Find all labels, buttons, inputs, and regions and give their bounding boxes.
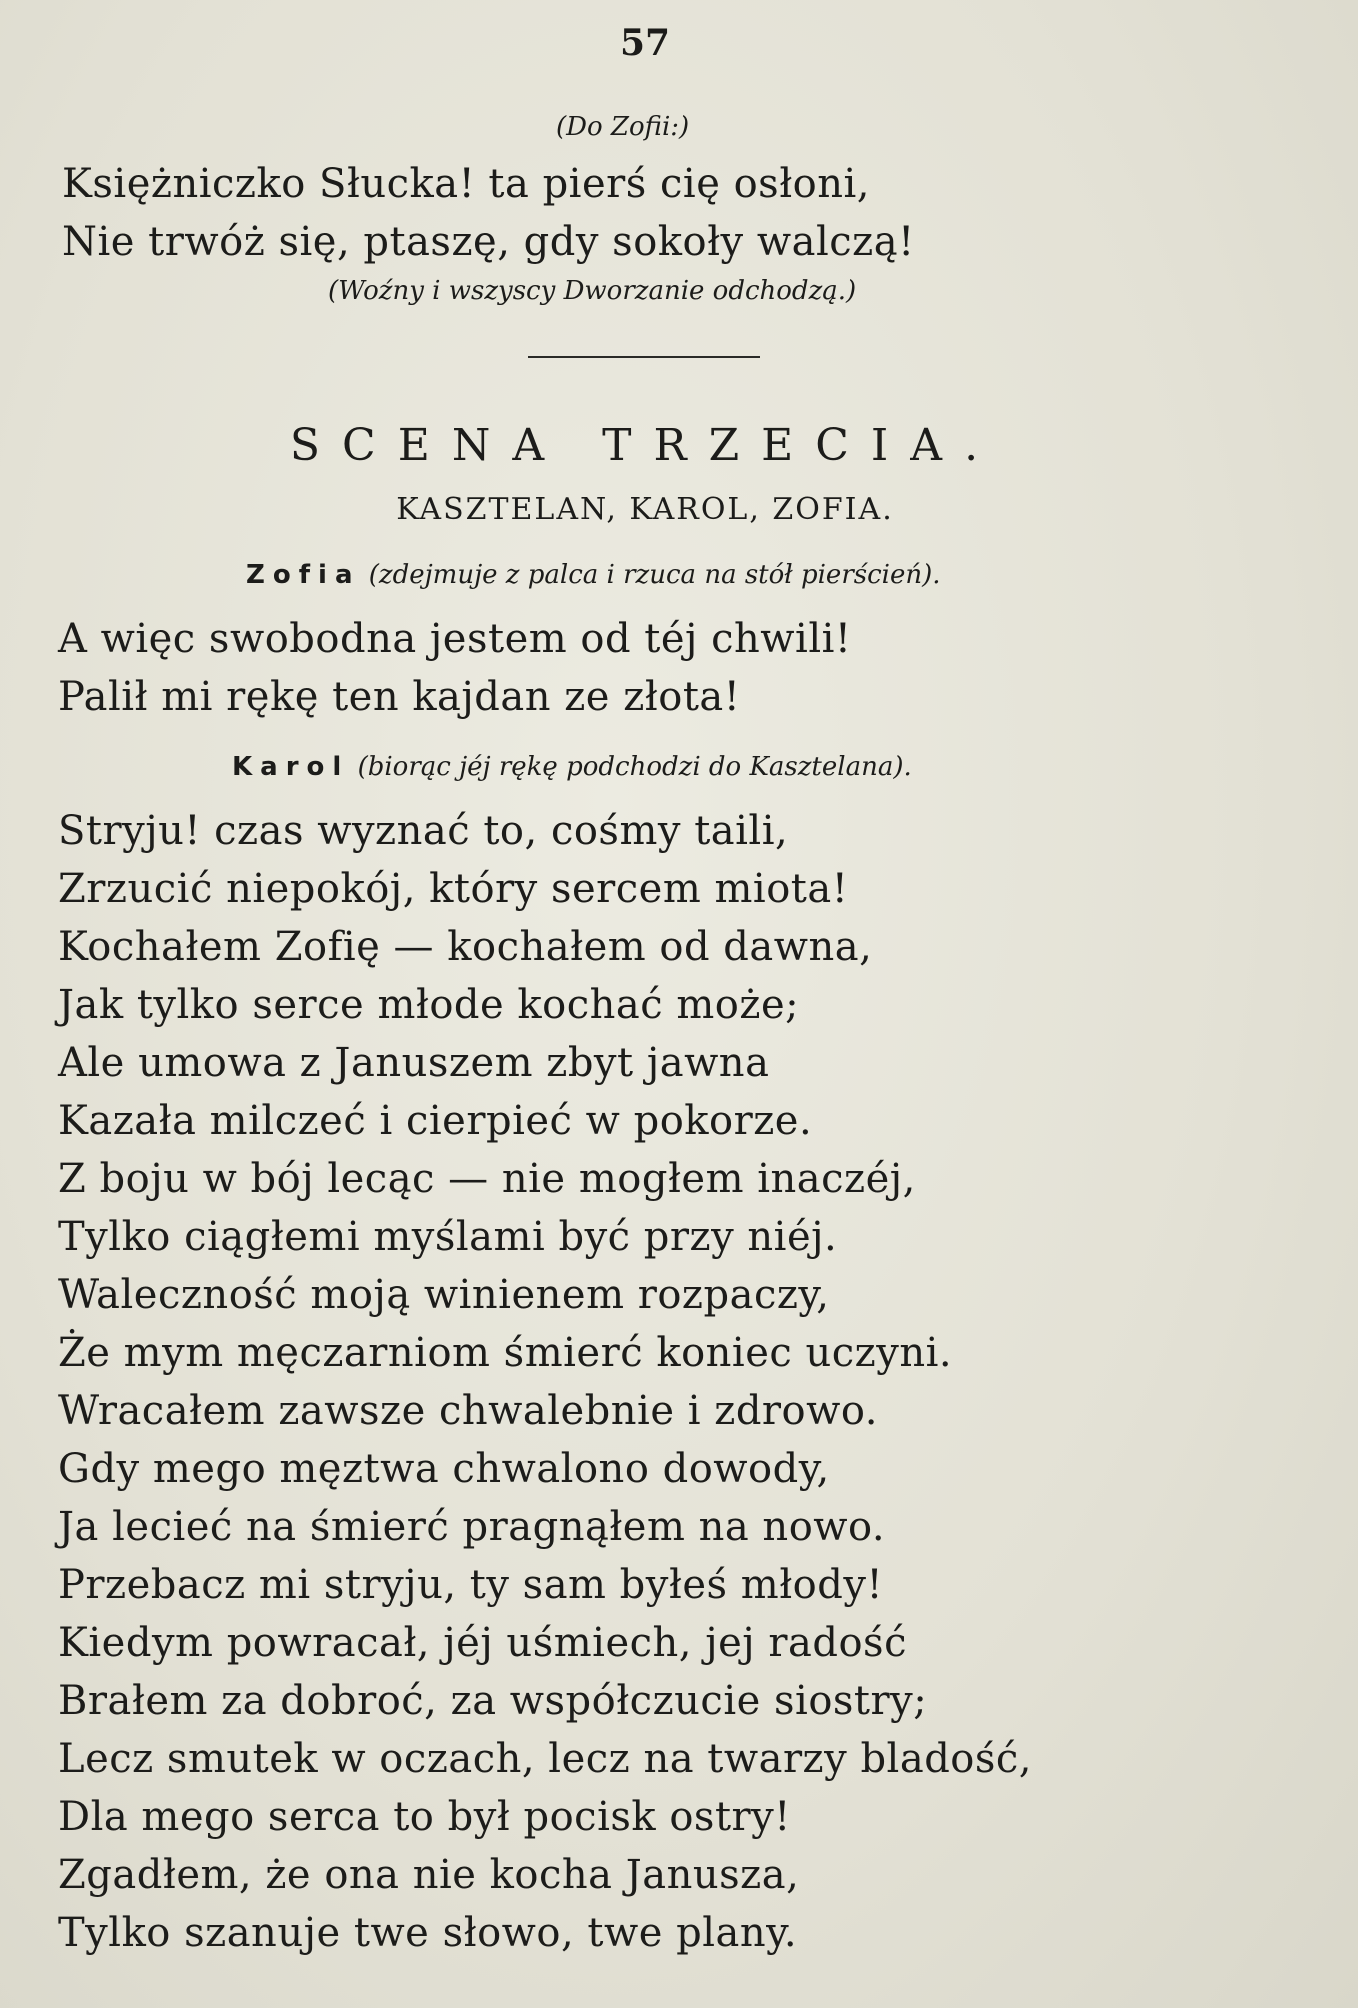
verse-line: Jak tylko serce młode kochać może; (58, 982, 800, 1028)
verse-line: Że mym męczarniom śmierć koniec uczyni. (58, 1330, 953, 1376)
verse-line: Palił mi rękę ten kajdan ze złota! (58, 674, 741, 720)
verse-line: Ja lecieć na śmierć pragnąłem na nowo. (58, 1504, 886, 1550)
speaker-cue-zofia (246, 560, 941, 590)
verse-line: Z boju w bój lecąc — nie mogłem inaczéj, (58, 1156, 916, 1202)
section-divider (528, 356, 760, 358)
scene-persons: KASZTELAN, KAROL, ZOFIA. (396, 492, 894, 527)
opening-verse (62, 155, 915, 271)
verse-line: Brałem za dobroć, za współczucie siostry; (58, 1678, 928, 1724)
verse-line: Księżniczko Słucka! ta pierś cię osłoni, (62, 161, 871, 207)
verse-line: Lecz smutek w oczach, lecz na twarzy bladość, (58, 1736, 1033, 1782)
speaker-cue-karol (232, 752, 912, 782)
verse-line: Kochałem Zofię — kochałem od dawna, (58, 924, 873, 970)
stage-direction-exit: (Woźny i wszyscy Dworzanie odchodzą.) (328, 276, 857, 306)
verse-line: A więc swobodna jestem od téj chwili! (58, 616, 852, 662)
verse-line: Przebacz mi stryju, ty sam byłeś młody! (58, 1562, 884, 1608)
verse-line: Ale umowa z Januszem zbyt jawna (58, 1040, 770, 1086)
verse-line: Zrzucić niepokój, który sercem miota! (58, 866, 849, 912)
verse-line: Tylko szanuje twe słowo, twe plany. (58, 1910, 798, 1956)
zofia-verse (58, 610, 852, 726)
verse-line: Zgadłem, że ona nie kocha Janusza, (58, 1852, 800, 1898)
verse-line: Kazała milczeć i cierpieć w pokorze. (58, 1098, 813, 1144)
verse-line: Waleczność moją winienem rozpaczy, (58, 1272, 830, 1318)
verse-line: Dla mego serca to był pocisk ostry! (58, 1794, 791, 1840)
verse-line: Gdy mego męztwa chwalono dowody, (58, 1446, 830, 1492)
verse-line: Wracałem zawsze chwalebnie i zdrowo. (58, 1388, 878, 1434)
verse-line: Stryju! czas wyznać to, cośmy taili, (58, 808, 789, 854)
verse-line: Nie trwóż się, ptaszę, gdy sokoły walczą! (62, 219, 915, 265)
verse-line: Tylko ciągłemi myślami być przy niéj. (58, 1214, 838, 1260)
verse-line: Kiedym powracał, jéj uśmiech, jej radość (58, 1620, 907, 1666)
speaker-direction: (biorąc jéj rękę podchodzi do Kasztelana). (357, 752, 912, 782)
speaker-direction: (zdejmuje z palca i rzuca na stół pierścień). (368, 560, 941, 590)
scene-title: SCENA TRZECIA. (289, 420, 1001, 471)
stage-direction-to-zofia: (Do Zofii:) (556, 112, 690, 142)
page-number: 57 (619, 22, 671, 64)
speaker-name: Karol (232, 752, 350, 782)
speaker-name: Zofia (246, 560, 361, 590)
karol-verse (58, 802, 1032, 1962)
